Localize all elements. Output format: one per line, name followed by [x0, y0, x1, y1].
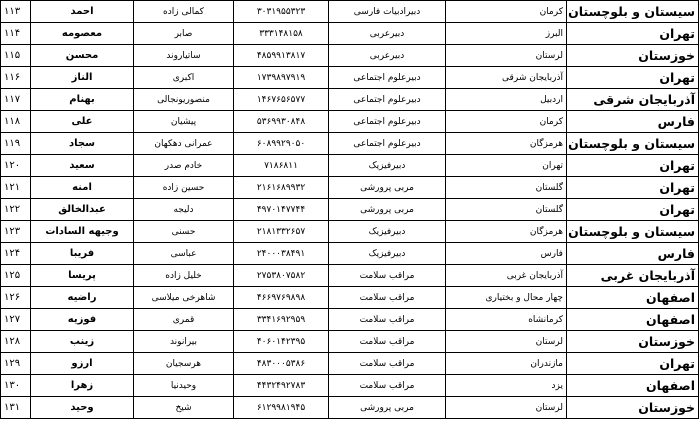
table-row [1, 89, 699, 111]
row-number-cell: ۱۲۷ [1, 309, 31, 331]
national-id-cell: ۲۴۰۰۰۳۸۴۹۱ [234, 243, 329, 265]
table-row [1, 67, 699, 89]
last-name-cell: شاهرخی میلاسی [134, 287, 234, 309]
city-cell: یزد [446, 375, 567, 397]
city-cell: لرستان [446, 397, 567, 419]
first-name-cell: پریسا [31, 265, 134, 287]
national-id-cell: ۷۱۸۶۸۱۱ [234, 155, 329, 177]
national-id-cell: ۴۰۶۰۱۴۲۳۹۵ [234, 331, 329, 353]
row-number-cell: ۱۳۰ [1, 375, 31, 397]
last-name-cell: هرسجیان [134, 353, 234, 375]
last-name-cell: اکبری [134, 67, 234, 89]
first-name-cell: بهنام [31, 89, 134, 111]
province-cell: تهران [567, 67, 699, 89]
last-name-cell: حسنی [134, 221, 234, 243]
national-id-cell: ۱۷۳۹۸۹۷۹۱۹ [234, 67, 329, 89]
subject-cell: مراقب سلامت [329, 353, 446, 375]
national-id-cell: ۱۴۶۷۶۵۶۵۷۷ [234, 89, 329, 111]
city-cell: لرستان [446, 331, 567, 353]
national-id-cell: ۳۰۳۱۹۵۵۳۲۳ [234, 1, 329, 23]
table-row [1, 397, 699, 419]
row-number-cell: ۱۲۴ [1, 243, 31, 265]
city-cell: فارس [446, 243, 567, 265]
city-cell: هرمزگان [446, 133, 567, 155]
first-name-cell: وحید [31, 397, 134, 419]
subject-cell: مربی پرورشی [329, 177, 446, 199]
national-id-cell: ۲۱۶۱۶۸۹۹۳۲ [234, 177, 329, 199]
subject-cell: دبیرعربی [329, 45, 446, 67]
city-cell: البرز [446, 23, 567, 45]
city-cell: آذربایجان غربی [446, 265, 567, 287]
province-cell: سیستان و بلوچستان [567, 221, 699, 243]
subject-cell: مربی پرورشی [329, 397, 446, 419]
table-row [1, 309, 699, 331]
table-row [1, 45, 699, 67]
national-id-cell: ۴۶۶۹۷۶۹۸۹۸ [234, 287, 329, 309]
national-id-cell: ۴۸۳۰۰۰۵۳۸۶ [234, 353, 329, 375]
city-cell: لرستان [446, 45, 567, 67]
first-name-cell: زینب [31, 331, 134, 353]
last-name-cell: بیرانوند [134, 331, 234, 353]
last-name-cell: شیخ [134, 397, 234, 419]
subject-cell: دبیرعلوم اجتماعی [329, 89, 446, 111]
last-name-cell: خلیل زاده [134, 265, 234, 287]
national-id-cell: ۴۸۵۹۹۱۳۸۱۷ [234, 45, 329, 67]
row-number-cell: ۱۱۹ [1, 133, 31, 155]
subject-cell: مراقب سلامت [329, 309, 446, 331]
first-name-cell: معصومه [31, 23, 134, 45]
first-name-cell: احمد [31, 1, 134, 23]
first-name-cell: ارزو [31, 353, 134, 375]
table-row [1, 199, 699, 221]
province-cell: خوزستان [567, 331, 699, 353]
table-row [1, 375, 699, 397]
subject-cell: دبیرفیزیک [329, 243, 446, 265]
national-id-cell: ۳۳۳۱۴۸۱۵۸ [234, 23, 329, 45]
national-id-cell: ۵۳۶۹۹۳۰۸۴۸ [234, 111, 329, 133]
province-cell: فارس [567, 111, 699, 133]
first-name-cell: سجاد [31, 133, 134, 155]
province-cell: اصفهان [567, 287, 699, 309]
subject-cell: مراقب سلامت [329, 287, 446, 309]
province-cell: اصفهان [567, 309, 699, 331]
province-cell: سیستان و بلوچستان [567, 1, 699, 23]
last-name-cell: عمرانی دهکهان [134, 133, 234, 155]
table-row [1, 23, 699, 45]
subject-cell: دبیرعلوم اجتماعی [329, 67, 446, 89]
national-id-cell: ۲۷۵۳۸۰۷۵۸۲ [234, 265, 329, 287]
row-number-cell: ۱۲۲ [1, 199, 31, 221]
subject-cell: مراقب سلامت [329, 331, 446, 353]
last-name-cell: عباسی [134, 243, 234, 265]
first-name-cell: امنه [31, 177, 134, 199]
last-name-cell: صابر [134, 23, 234, 45]
last-name-cell: حسین زاده [134, 177, 234, 199]
first-name-cell: عبدالخالق [31, 199, 134, 221]
subject-cell: دبیرفیزیک [329, 155, 446, 177]
table-row [1, 221, 699, 243]
row-number-cell: ۱۱۸ [1, 111, 31, 133]
row-number-cell: ۱۱۵ [1, 45, 31, 67]
table-row [1, 177, 699, 199]
first-name-cell: وجیهه السادات [31, 221, 134, 243]
national-id-cell: ۳۳۴۱۶۹۲۹۵۹ [234, 309, 329, 331]
city-cell: هرمزگان [446, 221, 567, 243]
national-id-cell: ۴۴۳۲۴۹۲۷۸۳ [234, 375, 329, 397]
subject-cell: مراقب سلامت [329, 375, 446, 397]
table-row [1, 243, 699, 265]
first-name-cell: زهرا [31, 375, 134, 397]
first-name-cell: راضیه [31, 287, 134, 309]
subject-cell: دبیرادبیات فارسی [329, 1, 446, 23]
first-name-cell: الناز [31, 67, 134, 89]
first-name-cell: علی [31, 111, 134, 133]
subject-cell: دبیرعربی [329, 23, 446, 45]
city-cell: تهران [446, 155, 567, 177]
province-cell: تهران [567, 23, 699, 45]
national-id-cell: ۲۱۸۱۳۳۲۶۵۷ [234, 221, 329, 243]
subject-cell: مربی پرورشی [329, 199, 446, 221]
subject-cell: دبیرعلوم اجتماعی [329, 111, 446, 133]
table-row [1, 353, 699, 375]
row-number-cell: ۱۳۱ [1, 397, 31, 419]
row-number-cell: ۱۲۶ [1, 287, 31, 309]
last-name-cell: خادم صدر [134, 155, 234, 177]
province-cell: آذربایجان غربی [567, 265, 699, 287]
row-number-cell: ۱۲۹ [1, 353, 31, 375]
last-name-cell: کمالی زاده [134, 1, 234, 23]
first-name-cell: محسن [31, 45, 134, 67]
last-name-cell: وحیدنیا [134, 375, 234, 397]
row-number-cell: ۱۱۳ [1, 1, 31, 23]
city-cell: چهار محال و بختیاری [446, 287, 567, 309]
city-cell: کرمانشاه [446, 309, 567, 331]
city-cell: آذربایجان شرقی [446, 67, 567, 89]
last-name-cell: ساتیاروند [134, 45, 234, 67]
row-number-cell: ۱۱۷ [1, 89, 31, 111]
row-number-cell: ۱۲۰ [1, 155, 31, 177]
row-number-cell: ۱۲۸ [1, 331, 31, 353]
table-row [1, 111, 699, 133]
province-cell: تهران [567, 199, 699, 221]
first-name-cell: سعید [31, 155, 134, 177]
last-name-cell: منصوریونجالی [134, 89, 234, 111]
last-name-cell: قمری [134, 309, 234, 331]
row-number-cell: ۱۱۴ [1, 23, 31, 45]
city-cell: کرمان [446, 111, 567, 133]
subject-cell: مراقب سلامت [329, 265, 446, 287]
table-row [1, 265, 699, 287]
row-number-cell: ۱۲۵ [1, 265, 31, 287]
subject-cell: دبیرفیزیک [329, 221, 446, 243]
national-id-cell: ۶۱۲۹۹۸۱۹۴۵ [234, 397, 329, 419]
first-name-cell: فوزیه [31, 309, 134, 331]
row-number-cell: ۱۲۳ [1, 221, 31, 243]
province-cell: خوزستان [567, 45, 699, 67]
table-row [1, 331, 699, 353]
results-table-body [1, 1, 699, 419]
city-cell: کرمان [446, 1, 567, 23]
row-number-cell: ۱۱۶ [1, 67, 31, 89]
city-cell: گلستان [446, 177, 567, 199]
city-cell: مازندران [446, 353, 567, 375]
table-row [1, 133, 699, 155]
city-cell: گلستان [446, 199, 567, 221]
first-name-cell: فریبا [31, 243, 134, 265]
province-cell: تهران [567, 177, 699, 199]
province-cell: سیستان و بلوچستان [567, 133, 699, 155]
table-row [1, 287, 699, 309]
province-cell: تهران [567, 353, 699, 375]
province-cell: فارس [567, 243, 699, 265]
table-row [1, 1, 699, 23]
row-number-cell: ۱۲۱ [1, 177, 31, 199]
city-cell: اردبیل [446, 89, 567, 111]
last-name-cell: پیشیان [134, 111, 234, 133]
subject-cell: دبیرعلوم اجتماعی [329, 133, 446, 155]
national-id-cell: ۶۰۸۹۹۲۹۰۵۰ [234, 133, 329, 155]
province-cell: خوزستان [567, 397, 699, 419]
province-cell: تهران [567, 155, 699, 177]
province-cell: آذربایجان شرقی [567, 89, 699, 111]
table-row [1, 155, 699, 177]
last-name-cell: دلیجه [134, 199, 234, 221]
province-cell: اصفهان [567, 375, 699, 397]
national-id-cell: ۴۹۷۰۱۴۷۷۴۴ [234, 199, 329, 221]
